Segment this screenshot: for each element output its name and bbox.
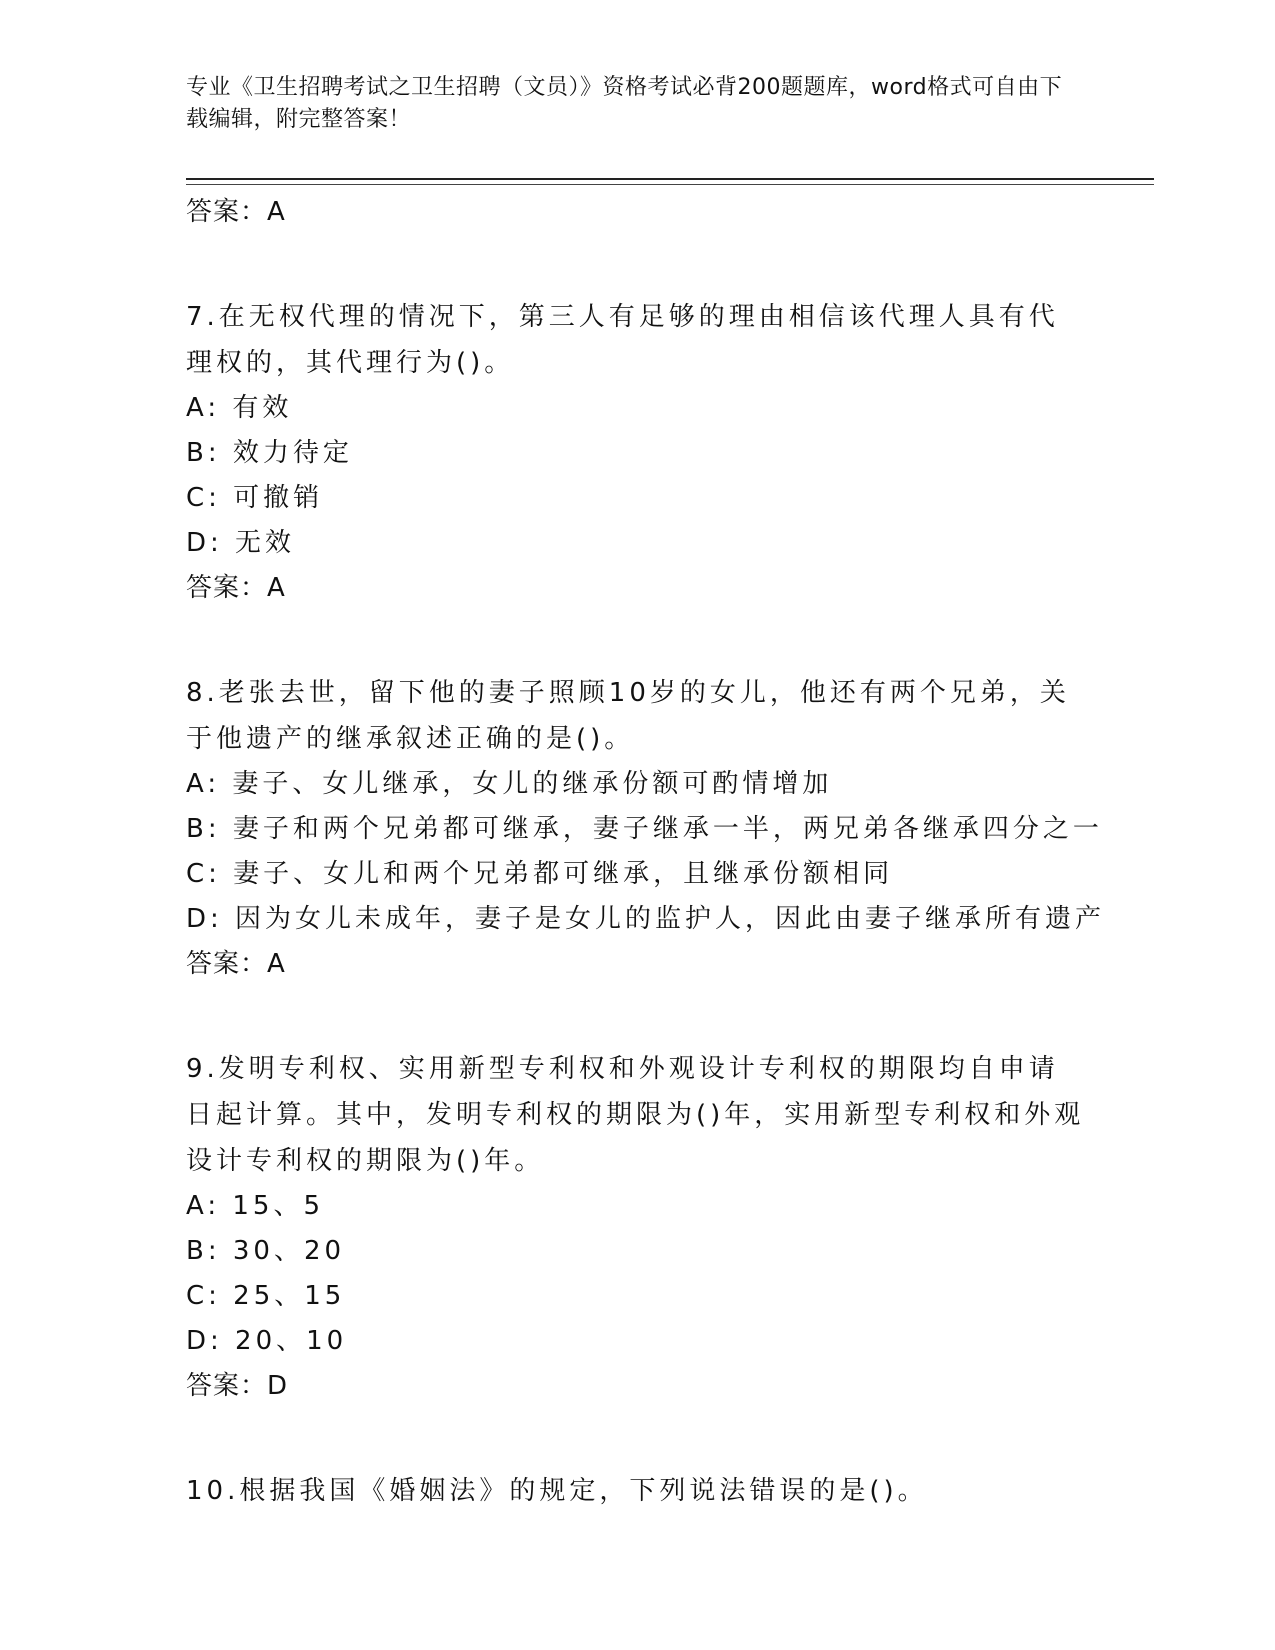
option-b: B: 妻子和两个兄弟都可继承，妻子继承一半，两兄弟各继承四分之一 [186, 814, 1103, 844]
answer: 答案：A [186, 949, 286, 979]
option-d: D: 因为女儿未成年，妻子是女儿的监护人，因此由妻子继承所有遗产 [186, 904, 1106, 934]
document-header: 专业《卫生招聘考试之卫生招聘（文员）》资格考试必背200题题库，word格式可自由下载编辑，附完整答案！ [186, 75, 1063, 132]
option-c: C: 25、15 [186, 1281, 346, 1311]
question-stem: 8.老张去世，留下他的妻子照顾10岁的女儿，他还有两个兄弟，关于他遗产的继承叙述正确的是()。 [186, 678, 1070, 754]
option-b: B: 效力待定 [186, 438, 353, 468]
option-b: B: 30、20 [186, 1236, 346, 1266]
question-9 [186, 1046, 1086, 1408]
option-c: C: 可撤销 [186, 483, 324, 513]
option-a: A: 15、5 [186, 1191, 324, 1221]
option-a: A: 有效 [186, 393, 293, 423]
question-stem: 7.在无权代理的情况下，第三人有足够的理由相信该代理人具有代理权的，其代理行为()。 [186, 302, 1059, 378]
question-stem: 9.发明专利权、实用新型专利权和外观设计专利权的期限均自申请日起计算。其中，发明专利权的期限为()年，实用新型专利权和外观设计专利权的期限为()年。 [186, 1054, 1085, 1176]
option-c: C: 妻子、女儿和两个兄弟都可继承，且继承份额相同 [186, 859, 894, 889]
header-rule-thin [186, 184, 1154, 185]
question-10 [186, 1468, 1086, 1514]
option-d: D: 20、10 [186, 1326, 348, 1356]
header-rule-thick [186, 178, 1154, 180]
question-stem: 10.根据我国《婚姻法》的规定，下列说法错误的是()。 [186, 1476, 928, 1506]
previous-answer: 答案：A [186, 197, 286, 227]
option-a: A: 妻子、女儿继承，女儿的继承份额可酌情增加 [186, 769, 833, 799]
answer: 答案：A [186, 573, 286, 603]
question-8 [186, 670, 1106, 986]
question-7 [186, 294, 1086, 610]
option-d: D: 无效 [186, 528, 296, 558]
answer: 答案：D [186, 1371, 289, 1401]
document-body [186, 190, 1106, 1514]
